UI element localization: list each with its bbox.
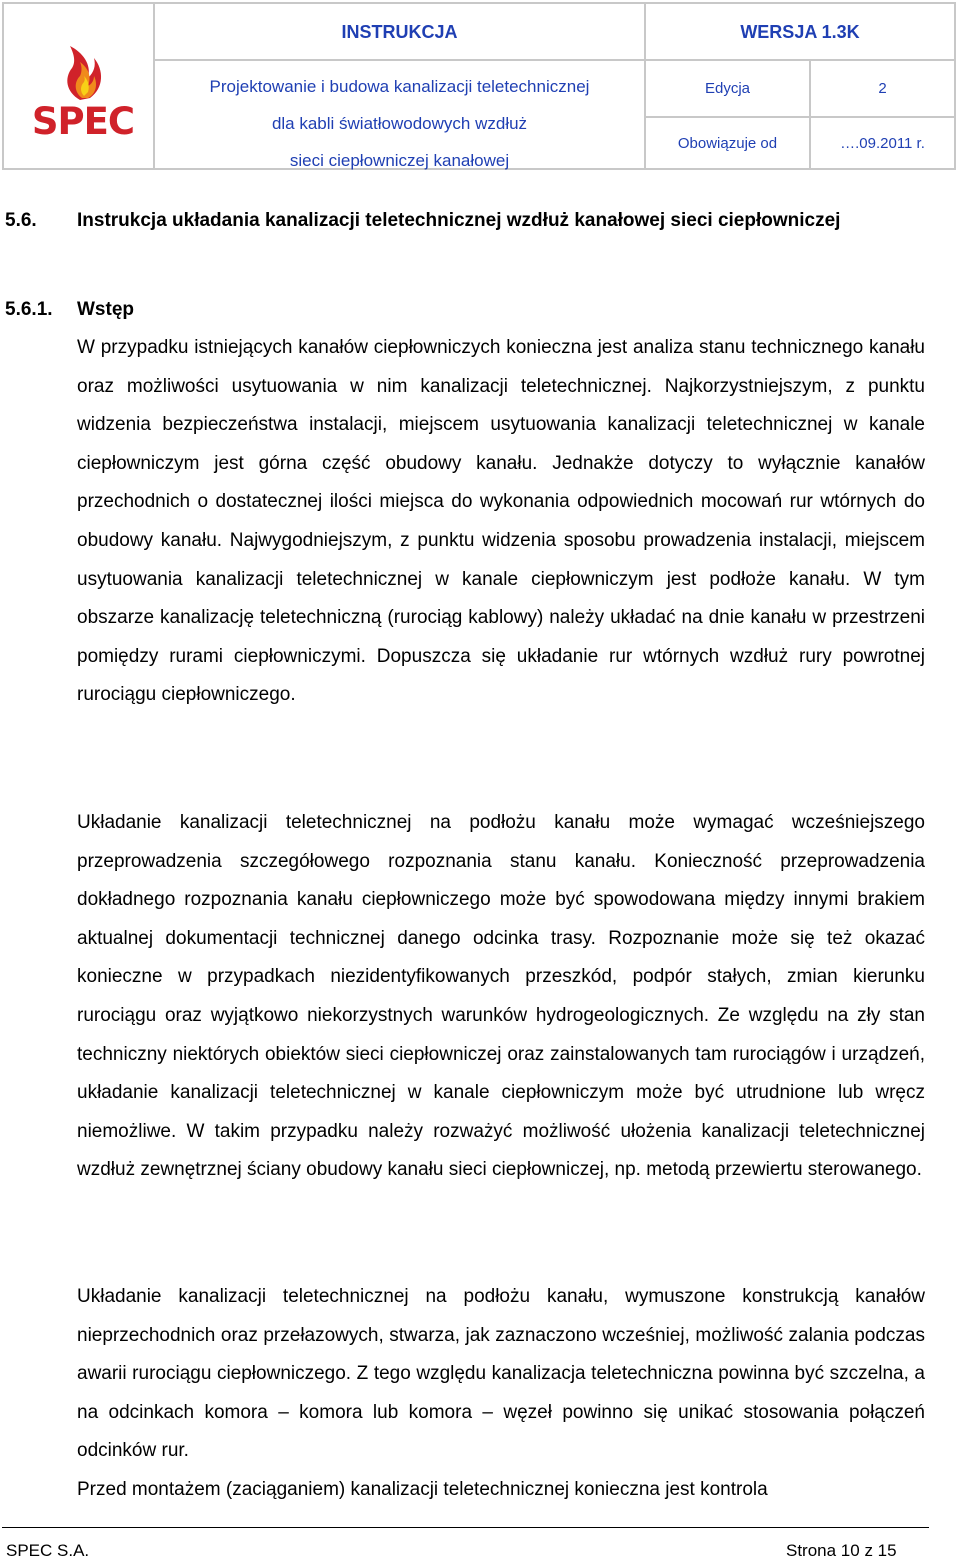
subsection-number: 5.6.1. <box>5 299 53 320</box>
logo-text: SPEC <box>31 100 135 143</box>
spec-logo <box>22 38 144 148</box>
document-type: INSTRUKCJA <box>341 22 458 42</box>
valid-from-label: Obowiązuje od <box>677 135 778 152</box>
paragraph-1: W przypadku istniejących kanałów ciepłowniczych konieczna jest analiza stanu technicznego kanału oraz możliwości usytuowania w nim kanalizacji teletechnicznej. Najkorzystniejszym, z punktu widzenia bezpieczeństwa instalacji, miejscem usytuowania kanalizacji teletechnicznej w kanale ciepłowniczym jest górna część obudowy kanału. Jednakże dotyczy to wyłącznie kanałów przechodnich o dostatecznej ilości miejsca do wykonania odpowiednich mocowań rur wtórnych do obudowy kanału. Najwygodniejszym, z punktu widzenia sposobu prowadzenia instalacji, miejscem usytuowania kanalizacji teletechnicznej w kanale ciepłowniczym jest podłoże kanału. W tym obszarze kanalizację teletechniczną (rurociąg kablowy) należy układać na dnie kanału w przestrzeni pomiędzy rurami ciepłowniczymi. Dopuszcza się układanie rur wtórnych wzdłuż rury powrotnej rurociągu ciepłowniczego. <box>77 337 925 706</box>
paragraph-2: Układanie kanalizacji teletechnicznej na podłożu kanału może wymagać wcześniejszego przeprowadzenia szczegółowego rozpoznania stanu kanału. Konieczność przeprowadzenia dokładnego rozpoznania kanału ciepłowniczego może być spowodowana między innymi brakiem aktualnej dokumentacji technicznej danego odcinka trasy. Rozpoznanie może się też okazać konieczne w przypadkach niezidentyfikowanych przeszkód, podpór stałych, zmian kierunku rurociągu oraz wyjątkowo niekorzystnych warunków hydrogeologicznych. Ze względu na zły stan techniczny niektórych obiektów sieci ciepłowniczej oraz zainstalowanych tam rurociągów i urządzeń, układanie kanalizacji teletechnicznej w kanale ciepłowniczym może być utrudnione lub wręcz niemożliwe. W takim przypadku należy rozważyć możliwość ułożenia kanalizacji teletechnicznej wzdłuż zewnętrznej ściany obudowy kanału sieci ciepłowniczej, np. metodą przewiertu sterowanego. <box>77 812 925 1181</box>
footer-company: SPEC S.A. <box>6 1541 90 1560</box>
paragraph-4: Przed montażem (zaciąganiem) kanalizacji teletechnicznej konieczna jest kontrola <box>77 1479 768 1500</box>
section-number: 5.6. <box>5 210 37 231</box>
document-title-line1: Projektowanie i budowa kanalizacji teletechnicznej <box>209 77 590 96</box>
document-title-line2: dla kabli światłowodowych wzdłuż <box>271 114 528 133</box>
valid-from-value: ….09.2011 r. <box>840 135 925 152</box>
edition-value: 2 <box>878 80 887 97</box>
section-title: Instrukcja układania kanalizacji teletechnicznej wzdłuż kanałowej sieci ciepłowniczej <box>77 210 841 231</box>
edition-label: Edycja <box>704 80 751 97</box>
document-header <box>2 2 956 170</box>
flame-icon <box>22 38 144 102</box>
document-version: WERSJA 1.3K <box>740 22 860 42</box>
footer-page-number: Strona 10 z 15 <box>786 1541 897 1560</box>
footer-rule <box>2 1527 929 1528</box>
subsection-title: Wstęp <box>77 299 134 320</box>
document-title-line3: sieci ciepłowniczej kanałowej <box>289 151 510 170</box>
paragraph-3: Układanie kanalizacji teletechnicznej na podłożu kanału, wymuszone konstrukcją kanałów nieprzechodnich oraz przełazowych, stwarza, jak zaznaczono wcześniej, możliwość zalania podczas awarii rurociągu ciepłowniczego. Z tego względu kanalizacja teletechniczna powinna być szczelna, a na odcinkach komora – komora lub komora – węzeł powinno się unikać stosowania połączeń odcinków rur. <box>77 1286 925 1462</box>
